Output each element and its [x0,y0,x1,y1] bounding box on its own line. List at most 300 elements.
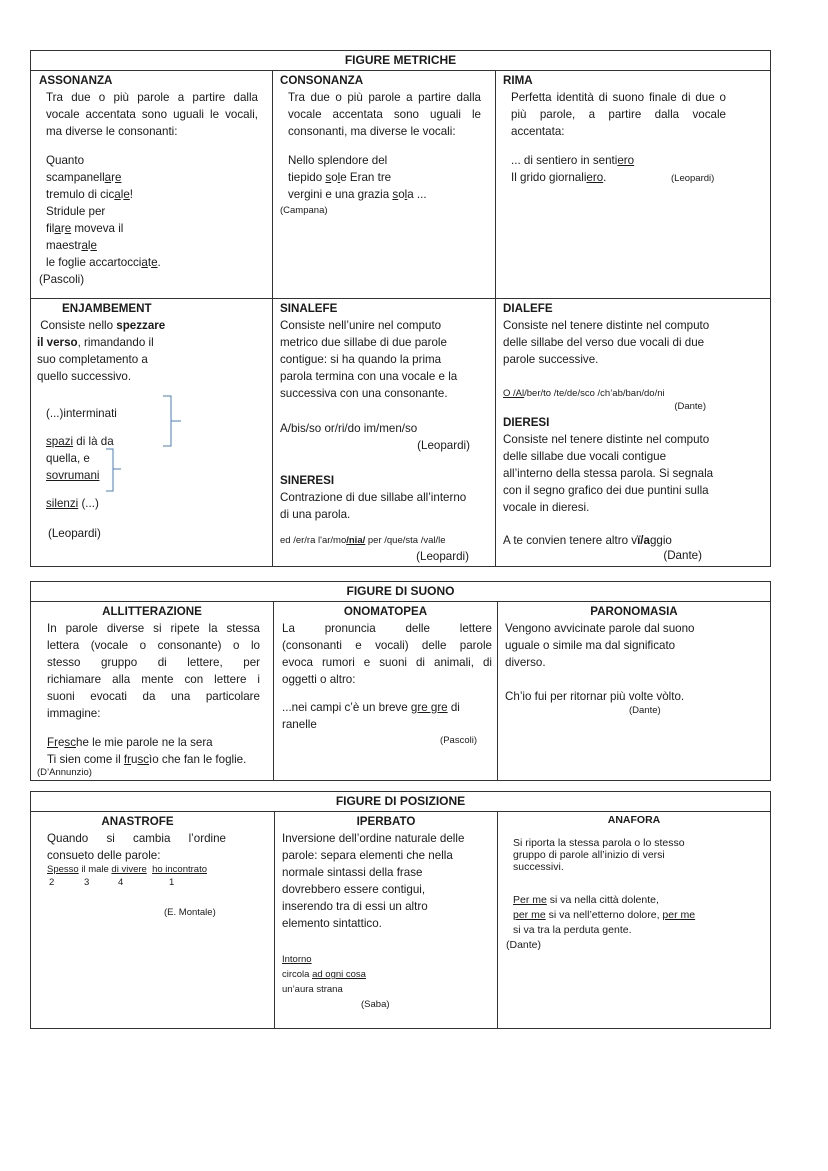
underlined-text: s [325,171,332,184]
text-segment: ranelle [282,718,317,731]
text-line [288,186,495,203]
author [671,171,714,186]
text-segment: (...) [78,497,99,510]
cell-iperbato [274,812,497,1028]
underlined-text: sovrumani [46,469,100,482]
underlined-text: s [392,188,399,201]
text-line [282,952,497,967]
text-line [46,106,258,123]
text-line [511,106,726,123]
text-segment: tiepido [288,171,326,184]
text-segment: Il grido giornali [511,171,587,184]
example [31,495,272,512]
text-line [37,351,272,368]
text-line [47,620,260,637]
text-segment: contigue: si ha quando la prima [280,353,442,366]
text-line [496,547,702,564]
text-segment: oggetti o altro: [282,673,356,686]
text-line [288,123,481,140]
text-segment: (Campana) [280,205,328,216]
text-line [505,620,770,637]
text-segment: /ber/to /te/de/sco /ch’ab/ban/do/ni [524,388,665,399]
text-segment: ed /er/ra l'ar/mo [280,535,347,546]
text-segment: (E. Montale) [164,907,216,918]
example [31,405,272,422]
text-line [274,733,477,748]
text-segment: evoca rumori e suoni di animali, di [282,656,492,669]
cell-sinalefe-sineresi [272,299,495,567]
text-line [46,495,272,512]
text-segment: tremulo di cic [46,188,115,201]
figure-title: ANASTROFE [101,815,174,828]
text-segment: normale sintassi della frase [282,866,423,879]
definition [31,89,272,140]
text-segment: ...nei campi c’è un breve [282,701,411,714]
text-segment: Tra due o più parole a partire dalla [288,91,481,104]
text-segment: Tra due o più parole a partire dalla [46,91,258,104]
author [498,703,770,718]
example [31,433,272,484]
text-segment: quello successivo. [37,370,132,383]
text-line [46,254,272,271]
text-line [280,351,495,368]
text-line [280,489,495,506]
text-line [46,186,272,203]
text-segment: con il segno grafico dei due puntini sulla [503,484,709,497]
figure-title: ANAFORA [607,814,661,826]
text-segment: (consonanti e vocali) delle parole [282,639,492,652]
text-line [47,705,260,722]
text-segment: r [111,171,115,184]
text-segment: dovrebbero essere contigui, [282,883,426,896]
text-line [503,499,770,516]
text-line [46,220,272,237]
text-line [282,654,492,671]
definition [496,431,770,516]
text-segment: (Pascoli) [39,273,85,286]
text-line [47,637,260,654]
underlined-text: per me [662,909,696,921]
text-line [46,203,272,220]
text-line [503,448,770,465]
example [273,420,495,437]
text-segment: consueto delle parole: [47,849,161,862]
example [273,152,495,203]
text-segment: Stridule per [46,205,106,218]
text-segment: Si riporta la stessa parola o lo stesso [513,837,685,849]
text-line [282,847,497,864]
text-segment: vergini e una grazia [288,188,393,201]
text-line [282,620,492,637]
text-line [503,317,770,334]
text-line [513,849,770,861]
underlined-text: l [337,171,341,184]
text-segment: Ch’io fui per ritornar più volte vòlto. [505,690,685,703]
text-line [282,982,497,997]
figure-title: ALLITTERAZIONE [102,605,202,618]
text-line [46,405,272,422]
text-segment: si va tra la perduta gente. [513,924,632,936]
text-line [282,637,492,654]
text-line [282,671,492,688]
text-line [503,482,770,499]
text-segment: u [130,753,138,766]
text-segment: quella, e [46,452,90,465]
text-segment: ma diverse le consonanti: [46,125,178,138]
author [496,399,770,414]
text-segment: per /que/sta /val/le [365,535,446,546]
text-line [46,433,272,450]
text-line [282,967,497,982]
text-segment: ... di sentiero in senti [511,154,618,167]
text-segment: Consiste nell’unire nel computo [280,319,442,332]
text-segment: e Eran tre [340,171,392,184]
definition [275,830,497,932]
text-line [503,351,770,368]
text-line [280,334,495,351]
text-line [280,420,495,437]
table-figure-di-suono [30,581,771,781]
text-segment: si va nella città dolente, [546,894,659,906]
text-segment: , rimandando il [77,336,154,349]
text-segment: delle sillabe due vocali contigue [503,450,667,463]
text-segment: successivi. [513,861,564,873]
text-segment: Consiste nello [37,319,117,332]
text-segment: stesso gruppo di lettere, per [47,656,260,669]
text-line [513,908,770,923]
text-segment: all’interno della stessa parola. Si segnala [503,467,714,480]
text-segment: (Leopardi) [48,527,101,540]
underlined-text: gre gre [410,701,448,714]
underlined-text: ero [617,154,635,167]
text-segment: elemento sintattico. [282,917,382,930]
text-segment: fil [46,222,55,235]
text-line [282,830,497,847]
text-line [288,89,481,106]
author [273,437,495,454]
text-line [47,688,260,705]
text-line [280,368,495,385]
example [31,734,273,768]
author [273,548,495,565]
text-segment: Quanto [46,154,85,167]
underlined-text: ero [586,171,604,184]
text-line [46,237,272,254]
text-line [280,533,495,548]
text-line [39,271,272,288]
text-segment: (Leopardi) [416,550,469,563]
text-segment: gruppo di parole all’inizio di versi [513,849,665,861]
text-segment: uguale o simile ma dal significato [505,639,676,652]
text-line [47,671,260,688]
underlined-text: e [151,256,158,269]
definition [498,837,770,873]
emphasized-text: il verso [37,336,78,349]
text-segment: ggio [649,534,672,547]
text-segment: di una parola. [280,508,351,521]
text-segment: he le mie parole ne la sera [76,736,213,749]
text-line [37,334,272,351]
underlined-text: a [114,188,121,201]
underlined-text: ad ogni cosa [312,969,366,980]
text-segment: (Leopardi) [417,439,470,452]
text-segment: inserendo tra di essi un altro [282,900,428,913]
text-segment: o [398,188,405,201]
text-segment: (Dante) [506,939,542,951]
text-line [280,203,495,218]
emphasized-text: /nia/ [346,535,366,546]
text-line [282,864,497,881]
example [496,152,770,186]
text-segment: (Dante) [663,549,702,562]
underlined-text: fr [123,753,131,766]
text-segment: l [120,188,124,201]
cell-anafora [497,812,770,1028]
underlined-text: e [114,171,122,184]
figure-title: ONOMATOPEA [343,605,428,618]
emphasized-text: spezzare [116,319,166,332]
underlined-text: e [123,188,130,201]
text-line [48,525,272,542]
text-segment: richiamare alla mente con lettere i [47,673,260,686]
text-segment: . [603,171,607,184]
text-line [503,431,770,448]
text-line [47,862,274,877]
section-title: FIGURE DI SUONO [31,582,770,602]
text-segment: il male [78,864,112,875]
word-order [47,877,274,891]
text-line [513,861,770,873]
text-line [46,123,258,140]
definition [498,620,770,671]
underlined-text: e [90,239,97,252]
example [31,152,272,271]
underlined-text: l [404,188,408,201]
text-line [511,89,726,106]
order-number: 2 [49,877,55,888]
table-figure-di-posizione [30,791,771,1029]
text-line [511,152,770,169]
text-segment: metrico due sillabe di due parole [280,336,447,349]
definition [273,89,495,140]
text-line [511,123,726,140]
underlined-text: sc [137,753,150,766]
text-line [629,703,770,718]
text-segment: Vengono avvicinate parole dal suono [505,622,695,635]
author [31,525,272,542]
text-line [164,905,274,920]
text-segment: delle sillabe del verso due vocali di due [503,336,705,349]
text-segment: di là da [73,435,114,448]
text-segment: (Dante) [629,705,661,716]
text-line [282,898,497,915]
text-line [288,106,481,123]
text-segment: ! [129,188,134,201]
figure-title: CONSONANZA [280,74,364,87]
order-number: 3 [84,877,90,888]
figure-title: PARONOMASIA [590,605,678,618]
text-line [282,716,497,733]
text-segment: r [60,222,65,235]
example [273,533,495,548]
text-segment: Ti sien come il [47,753,124,766]
text-segment: diverso. [505,656,546,669]
cell-onomatopea [273,602,497,780]
text-segment: più parole, a partire dalla vocale [511,108,726,121]
example [31,862,274,877]
text-segment: parola termina con una vocale e la [280,370,458,383]
definition [31,830,274,864]
text-segment: circola [282,969,313,980]
text-line [46,467,272,484]
underlined-text: a [81,239,88,252]
text-segment: vocale in dieresi. [503,501,590,514]
text-line [503,334,770,351]
example [498,893,770,938]
text-line [506,938,770,953]
underlined-text: Per me [513,894,547,906]
text-segment: (Dante) [674,401,706,412]
text-segment: suoni evocati da una particolare [47,690,260,703]
text-segment: (Saba) [361,999,390,1010]
text-segment: (Pascoli) [440,735,477,746]
text-segment: moveva il [71,222,124,235]
section-title: FIGURE METRICHE [31,51,770,71]
definition [273,317,495,402]
text-segment: Consiste nel tenere distinte nel computo [503,319,710,332]
author [274,733,497,748]
underlined-text: silenzi [46,497,79,510]
underlined-text: e [64,222,72,235]
cell-dialefe-dieresi [495,299,770,567]
text-segment: Nello splendore del [288,154,388,167]
underlined-text: ho incontrato [152,864,208,875]
figure-title: SINERESI [280,474,335,487]
author [31,271,272,288]
text-segment: e [57,736,65,749]
text-segment: t [147,256,152,269]
figure-title: SINALEFE [280,302,338,315]
text-line [671,171,714,186]
example [275,952,497,997]
text-segment: si va nell’etterno dolore, [545,909,663,921]
order-number: 4 [118,877,124,888]
text-line [37,317,272,334]
definition [496,317,770,368]
underlined-text: di vivere [111,864,147,875]
text-segment: maestr [46,239,82,252]
text-segment: Perfetta identità di suono finale di due o [511,91,726,104]
text-segment: o [331,171,338,184]
text-line [503,465,770,482]
text-line [280,385,495,402]
author [496,547,770,564]
text-segment: l [87,239,91,252]
definition [31,620,273,722]
underlined-text: O /Al [503,388,525,399]
underlined-text: sc [64,736,76,749]
text-segment: scampanell [46,171,105,184]
text-line [505,637,770,654]
figure-title: DIALEFE [503,302,553,315]
example [274,699,497,733]
text-line [513,893,770,908]
text-segment: ìo che fan le foglie. [149,753,247,766]
text-segment: (D’Annunzio) [37,767,92,778]
text-segment: a ... [407,188,427,201]
text-line [46,152,272,169]
order-number: 1 [169,877,175,888]
definition [273,489,495,523]
text-segment: La pronuncia delle lettere [282,622,492,635]
text-segment: parole: separa elementi che nella [282,849,453,862]
text-line [46,450,272,467]
figure-title: DIERESI [503,416,550,429]
text-segment: di [447,701,460,714]
text-line [505,654,770,671]
text-line [46,89,258,106]
underlined-text: a [141,256,148,269]
text-segment: suo completamento a [37,353,148,366]
cell-anastrofe [31,812,274,1028]
definition [496,89,770,140]
text-segment: Inversione dell’ordine naturale delle [282,832,465,845]
text-line [282,881,497,898]
text-segment: (...)interminati [46,407,117,420]
cell-consonanza [272,71,495,298]
text-segment: parole successive. [503,353,599,366]
text-segment: lettera (vocale o consonante) o lo [47,639,260,652]
text-segment: vocale accentata sono uguali le [288,108,481,121]
text-line [46,169,272,186]
text-segment: accentata: [511,125,565,138]
author [273,203,495,218]
text-line [273,548,469,565]
underlined-text: Fr [47,736,58,749]
cell-assonanza [31,71,272,298]
underlined-text: per me [513,909,546,921]
text-segment: le foglie accartocci [46,256,142,269]
text-line [47,654,260,671]
text-line [282,699,497,716]
section-title: FIGURE DI POSIZIONE [31,792,770,812]
text-line [37,368,272,385]
text-line [288,152,495,169]
underlined-text: a [104,171,112,184]
text-line [280,317,495,334]
text-line [282,915,497,932]
underlined-text: spazi [46,435,74,448]
text-line [513,837,770,849]
cell-paronomasia [497,602,770,780]
text-segment: consonanti, ma diverse le vocali: [288,125,456,138]
text-segment: Consiste nel tenere distinte nel computo [503,433,710,446]
figure-title: ASSONANZA [39,74,113,87]
definition [31,317,272,385]
text-line [47,830,226,847]
text-line [280,506,495,523]
text-line [511,169,770,186]
underlined-text: Intorno [282,954,312,965]
cell-enjambement [31,299,272,567]
underlined-text: Spesso [47,864,79,875]
text-segment: A/bis/so or/ri/do im/men/so [280,422,418,435]
definition [274,620,497,688]
author [275,997,497,1012]
text-line [513,923,770,938]
cell-rima [495,71,770,298]
text-line [496,399,706,414]
